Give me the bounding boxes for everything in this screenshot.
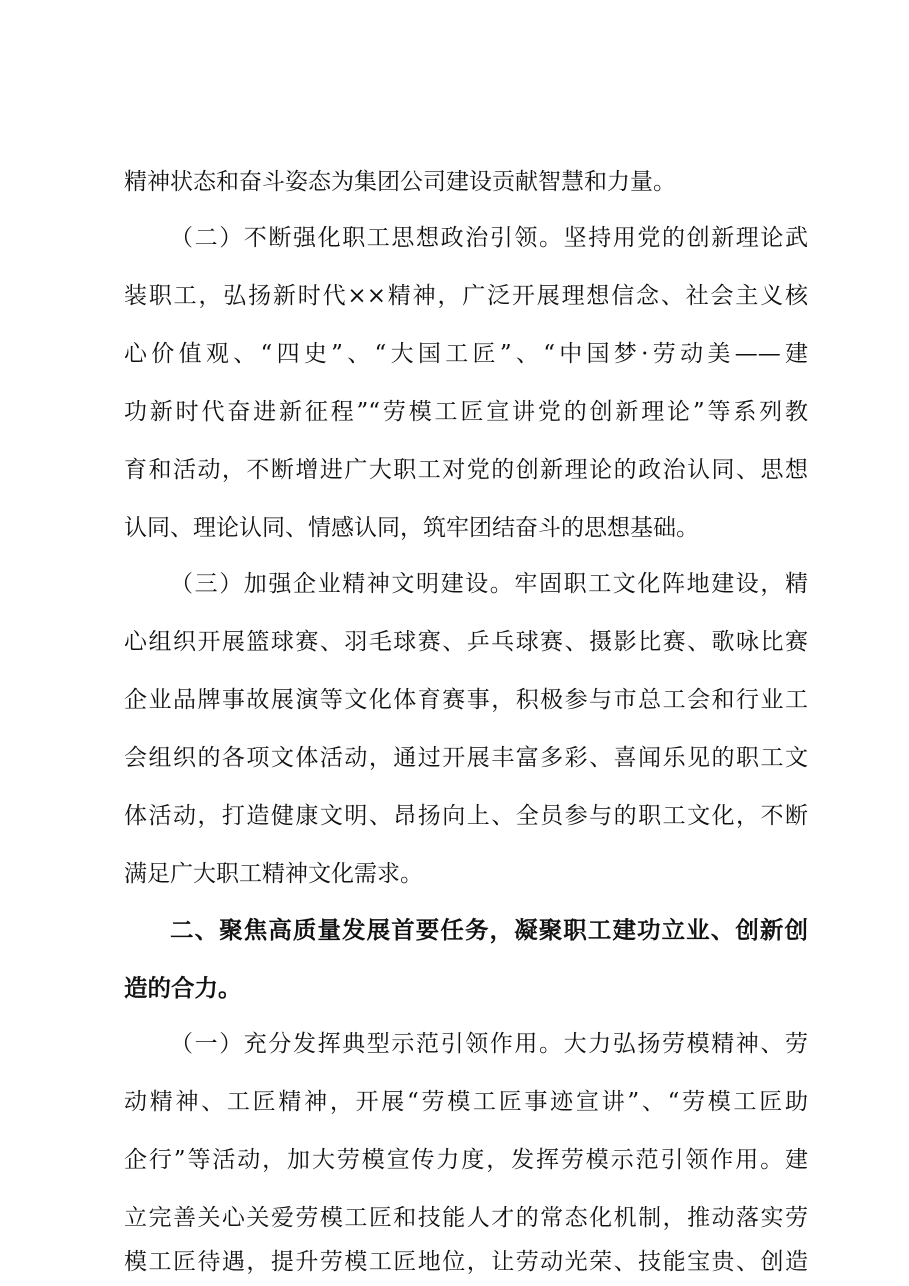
paragraph-line: 模工匠待遇，提升劳模工匠地位，让劳动光荣、技能宝贵、创造 <box>124 1249 808 1275</box>
paragraph-line: 动精神、工匠精神，开展“劳模工匠事迹宣讲”、“劳模工匠助 <box>124 1089 808 1115</box>
paragraph-line: 企行”等活动，加大劳模宣传力度，发挥劳模示范引领作用。建 <box>124 1147 808 1173</box>
paragraph-line: 立完善关心关爱劳模工匠和技能人才的常态化机制，推动落实劳 <box>124 1205 808 1231</box>
paragraph-line: 认同、理论认同、情感认同，筑牢团结奋斗的思想基础。 <box>124 515 699 541</box>
paragraph-line: 功新时代奋进新征程”“劳模工匠宣讲党的创新理论”等系列教 <box>124 399 808 425</box>
paragraph-line: 精神状态和奋斗姿态为集团公司建设贡献智慧和力量。 <box>124 169 676 195</box>
paragraph-line: 心价值观、“四史”、“大国工匠”、“中国梦·劳动美——建 <box>124 341 808 367</box>
paragraph-line: 体活动，打造健康文明、昂扬向上、全员参与的职工文化，不断 <box>124 803 808 829</box>
paragraph-line: 会组织的各项文体活动，通过开展丰富多彩、喜闻乐见的职工文 <box>124 745 808 771</box>
paragraph-line: （三）加强企业精神文明建设。牢固职工文化阵地建设，精 <box>170 571 808 597</box>
paragraph-line: 心组织开展篮球赛、羽毛球赛、乒乓球赛、摄影比赛、歌咏比赛 <box>124 629 808 655</box>
paragraph-line: （二）不断强化职工思想政治引领。坚持用党的创新理论武 <box>170 225 808 251</box>
paragraph-line: 装职工，弘扬新时代××精神，广泛开展理想信念、社会主义核 <box>124 283 808 309</box>
section-heading: 二、聚焦高质量发展首要任务，凝聚职工建功立业、创新创 <box>170 916 808 944</box>
paragraph-line: （一）充分发挥典型示范引领作用。大力弘扬劳模精神、劳 <box>170 1031 808 1057</box>
paragraph-line: 育和活动，不断增进广大职工对党的创新理论的政治认同、思想 <box>124 457 808 483</box>
paragraph-line: 满足广大职工精神文化需求。 <box>124 861 423 887</box>
section-heading: 造的合力。 <box>124 974 242 1002</box>
paragraph-line: 企业品牌事故展演等文化体育赛事，积极参与市总工会和行业工 <box>124 687 808 713</box>
